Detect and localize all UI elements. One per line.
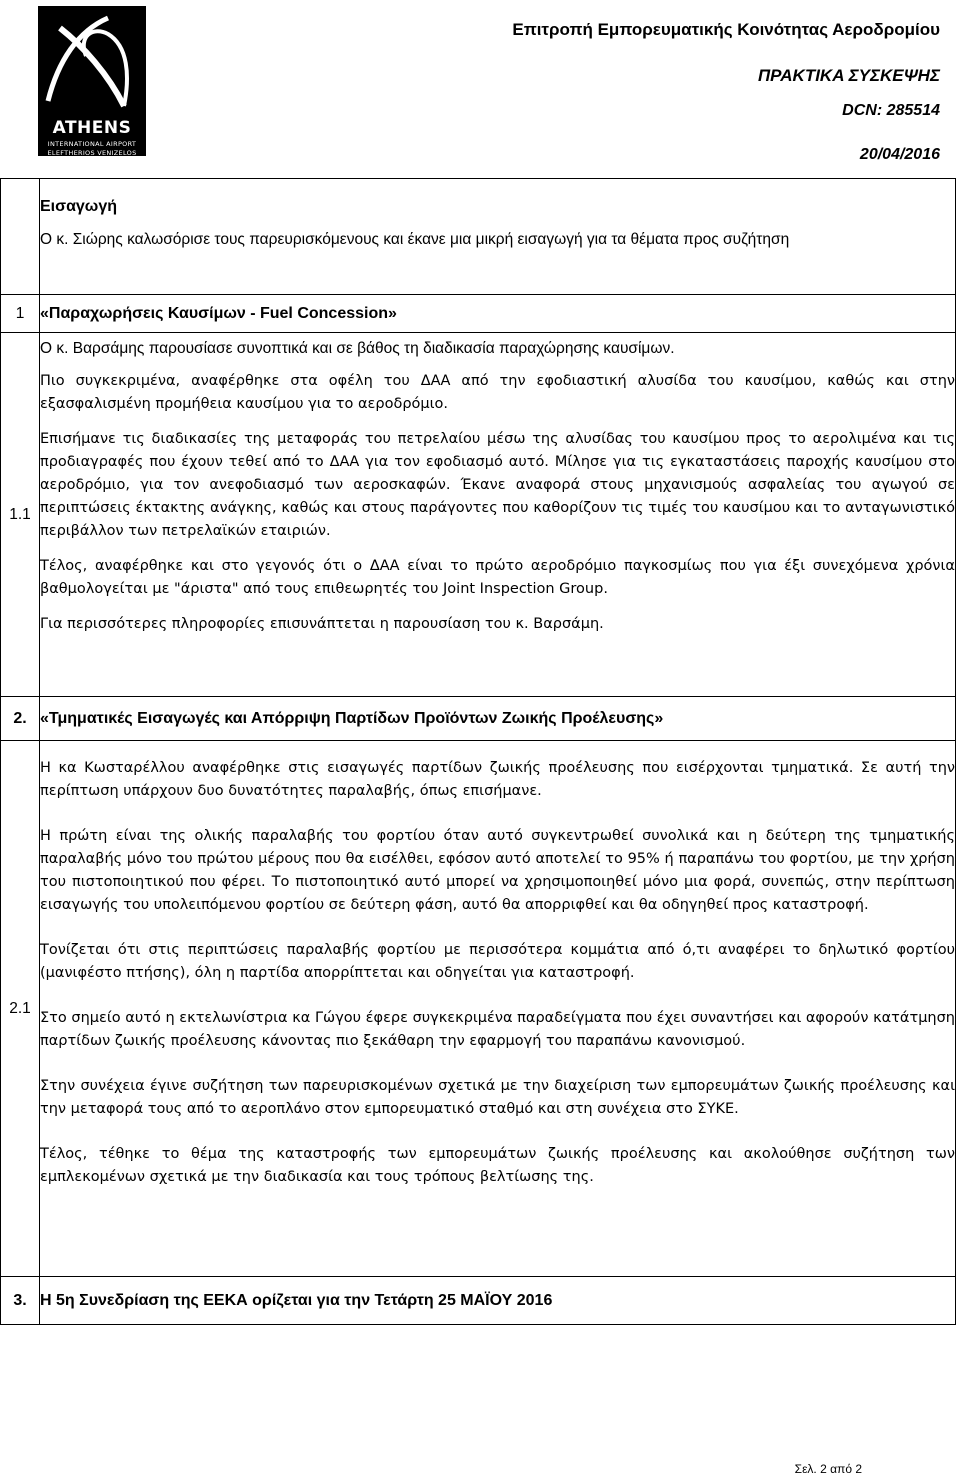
intro-row	[1, 179, 956, 295]
intro-number-cell	[1, 179, 40, 295]
section-2-1-paragraph-3: Τονίζεται ότι στις περιπτώσεις παραλαβής φορτίου με περισσότερα κομμάτια από ό,τι αναφέρει το δηλωτικό φορτίου (μανιφέστο πτήσης), όλη η παρτίδα απορρίπτεται και οδηγείται για καταστροφή.	[40, 942, 955, 981]
section-1-1-paragraph-2: Πιο συγκεκριμένα, αναφέρθηκε στα οφέλη του ΔΑΑ από την εφοδιαστική αλυσίδα του καυσίμου, καθώς και στην εξασφαλισμένη προμήθεια καυσίμου για το αεροδρόμιο.	[40, 373, 955, 412]
logo-subtitle-2: ELEFTHERIOS VENIZELOS	[47, 149, 137, 157]
section-1-heading: «Παραχωρήσεις Καυσίμων - Fuel Concession»	[40, 295, 956, 333]
section-3-row	[1, 1277, 956, 1325]
section-2-1-paragraph-2: Η πρώτη είναι της ολικής παραλαβής του φορτίου όταν αυτό συγκεντρωθεί συνολικά και η δεύτερη της τμηματικής παραλαβής μόνο του πρώτου μέρους που θα εισέλθει, εφόσον αυτό αποτελεί το 95% ή παραπάνω του φορτίου, με την χρήση του πιστοποιητικού που φέρει. Το πιστοποιητικό αυτό μπορεί να χρησιμοποιηθεί μόνο μια φορά, συνεπώς, στην περίπτωση εισαγωγής του υπολειπόμενου φορτίου σε δεύτερη φάση, αυτό θα απορριφθεί και θα οδηγηθεί προς καταστροφή.	[40, 828, 955, 913]
header-document-title: ΠΡΑΚΤΙΚΑ ΣΥΣΚΕΨΗΣ	[757, 66, 940, 85]
airport-swoosh-icon	[38, 6, 146, 118]
section-2-1-body	[40, 741, 956, 1277]
intro-body-cell	[40, 179, 956, 295]
minutes-table	[0, 178, 956, 1325]
intro-text: Ο κ. Σιώρης καλωσόρισε τους παρευρισκόμενους και έκανε μια μικρή εισαγωγή για τα θέματα προς συζήτηση	[40, 231, 790, 248]
section-2-1-row	[1, 741, 956, 1277]
page-number: Σελ. 2 από 2	[794, 1462, 862, 1476]
section-2-number: 2.	[1, 697, 40, 741]
section-1-1-body	[40, 333, 956, 697]
section-1-1-row	[1, 333, 956, 697]
section-3-heading: Η 5η Συνεδρίαση της ΕΕΚΑ ορίζεται για την Τετάρτη 25 ΜΑΪΟΥ 2016	[40, 1277, 956, 1325]
section-1-1-paragraph-1: Ο κ. Βαρσάμης παρουσίασε συνοπτικά και σε βάθος τη διαδικασία παραχώρησης καυσίμων.	[40, 340, 675, 357]
section-1-1-paragraph-3: Επισήμανε τις διαδικασίες της μεταφοράς του πετρελαίου μέσω της αλυσίδας του καυσίμου προς το αερολιμένα και τις προδιαγραφές που έχουν τεθεί από το ΔΑΑ για τον εφοδιασμό αυτό. Μίλησε για τις εγκαταστάσεις παροχής καυσίμου στο αεροδρόμιο, για τον ανεφοδιασμό των αεροσκαφών. Έκανε αναφορά στους μηχανισμούς ασφαλείας του αγωγού σε περιπτώσεις έκτακτης ανάγκης, καθώς και στους παράγοντες που καθορίζουν τις τιμές του καυσίμου και το ανταγωνιστικό περιβάλλον των πετρελαϊκών εταιριών.	[40, 431, 955, 539]
athens-airport-logo	[38, 6, 146, 156]
logo-title: ATHENS	[52, 118, 132, 138]
section-2-1-paragraph-4: Στο σημείο αυτό η εκτελωνίστρια κα Γώγου έφερε συγκεκριμένα παραδείγματα που έχει συναντήσει και αφορούν κατάτμηση παρτίδων ζωικής προέλευσης κάνοντας πιο ξεκάθαρη την εφαρμογή του παραπάνω κανονισμού.	[40, 1010, 955, 1049]
section-1-number: 1	[1, 295, 40, 333]
header-organization: Επιτροπή Εμπορευματικής Κοινότητας Αεροδρομίου	[512, 20, 940, 39]
section-3-number: 3.	[1, 1277, 40, 1325]
logo-subtitle-1: INTERNATIONAL AIRPORT	[47, 140, 137, 148]
section-2-1-paragraph-1: Η κα Κωσταρέλλου αναφέρθηκε στις εισαγωγές παρτίδων ζωικής προέλευσης που εισέρχονται τμηματικά. Σε αυτή την περίπτωση υπάρχουν δυο δυνατότητες παραλαβής, όπως επισήμανε.	[40, 760, 955, 799]
section-2-heading: «Τμηματικές Εισαγωγές και Απόρριψη Παρτίδων Προϊόντων Ζωικής Προέλευσης»	[40, 697, 956, 741]
section-1-row	[1, 295, 956, 333]
section-1-1-number: 1.1	[1, 333, 40, 697]
section-2-row	[1, 697, 956, 741]
section-2-1-number: 2.1	[1, 741, 40, 1277]
section-2-1-paragraph-5: Στην συνέχεια έγινε συζήτηση των παρευρισκομένων σχετικά με την διαχείριση των εμπορευμάτων ζωικής προέλευσης και την μεταφορά τους από το αεροπλάνο στον εμπορευματικό σταθμό και στη συνέχεια στο ΣΥΚΕ.	[40, 1078, 955, 1117]
intro-heading: Εισαγωγή	[40, 198, 117, 215]
header-date: 20/04/2016	[859, 146, 940, 163]
section-1-1-paragraph-5: Για περισσότερες πληροφορίες επισυνάπτεται η παρουσίαση του κ. Βαρσάμη.	[40, 616, 604, 632]
section-1-1-paragraph-4: Τέλος, αναφέρθηκε και στο γεγονός ότι ο ΔΑΑ είναι το πρώτο αεροδρόμιο παγκοσμίως που για έξι συνεχόμενα χρόνια βαθμολογείται με "άριστα" από τους επιθεωρητές του Joint Inspection Group.	[40, 558, 955, 597]
section-2-1-paragraph-6: Τέλος, τέθηκε το θέμα της καταστροφής των εμπορευμάτων ζωικής προέλευσης και ακολούθησε συζήτηση των εμπλεκομένων σχετικά με την διαδικασία και τους τρόπους βελτίωσης της.	[40, 1146, 955, 1185]
header-dcn: DCN: 285514	[842, 102, 940, 119]
